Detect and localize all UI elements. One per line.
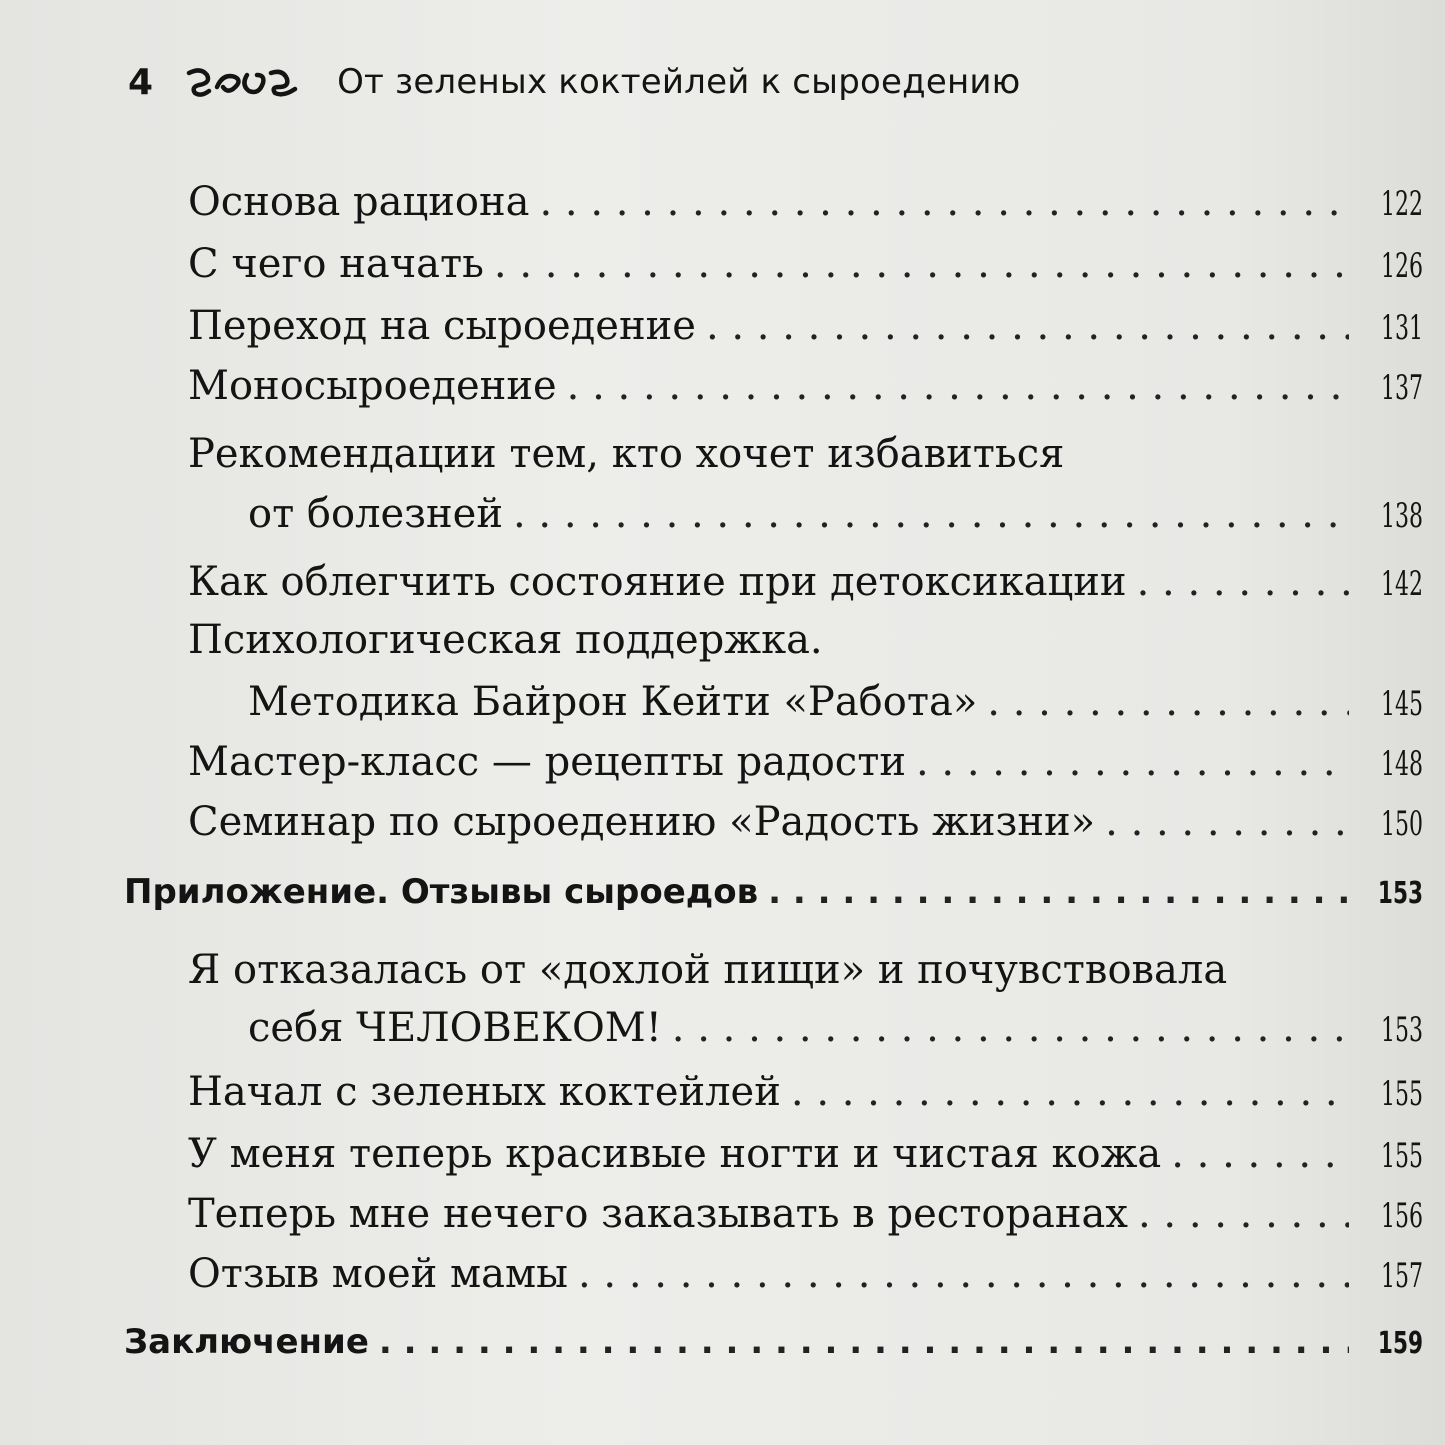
toc-entry [248, 672, 1423, 732]
toc-entry-page: 155 [1380, 1074, 1423, 1114]
dot-leader [1171, 1124, 1349, 1184]
dot-leader [672, 998, 1349, 1058]
dot-leader [916, 732, 1349, 792]
toc-entry-title: Мастер-класс — рецепты радости [188, 739, 906, 785]
toc-entry-title-line1: Рекомендации тем, кто хочет избавиться [188, 431, 1065, 477]
running-title: От зеленых коктейлей к сыроедению [337, 62, 1021, 102]
toc-entry-title: Начал с зеленых коктейлей [188, 1069, 781, 1115]
toc-entry [188, 1062, 1423, 1122]
toc-entry-page: 138 [1380, 496, 1423, 536]
dot-leader [768, 862, 1349, 922]
dot-leader [578, 1244, 1349, 1304]
toc-entry-title-line1: Я отказалась от «дохлой пищи» и почувствовала [188, 947, 1228, 993]
dot-leader [494, 234, 1349, 294]
dot-leader [1138, 1184, 1349, 1244]
toc-section-heading [124, 1312, 1423, 1372]
toc-entry [188, 356, 1423, 416]
dot-leader [987, 672, 1349, 732]
dot-leader [1105, 792, 1349, 852]
toc-entry-title: Приложение. Отзывы сыроедов [124, 872, 759, 912]
toc-entry-page: 148 [1380, 744, 1423, 784]
toc-entry [188, 172, 1423, 232]
toc-entry-title-line1: Психологическая поддержка. [188, 617, 823, 663]
toc-entry-title: Заключение [124, 1322, 369, 1362]
dot-leader [706, 296, 1349, 356]
toc-entry [188, 1244, 1423, 1304]
toc-entry [188, 552, 1423, 612]
toc-entry-page: 122 [1380, 184, 1423, 224]
toc-entry [188, 792, 1423, 852]
toc-entry-page: 157 [1380, 1256, 1423, 1296]
dot-leader [567, 356, 1349, 416]
toc-entry-page: 150 [1380, 804, 1423, 844]
toc-entry [188, 234, 1423, 294]
toc-entry-page: 137 [1380, 368, 1423, 408]
toc-entry-page: 142 [1380, 564, 1423, 604]
toc-entry-title: Моносыроедение [188, 363, 557, 409]
toc-entry [248, 998, 1423, 1058]
dot-leader [513, 484, 1349, 544]
toc-entry-page: 153 [1380, 1010, 1423, 1050]
toc-entry-title: Переход на сыроедение [188, 303, 696, 349]
dot-leader [791, 1062, 1349, 1122]
toc-entry-page: 153 [1377, 876, 1423, 911]
toc-entry-title: У меня теперь красивые ногти и чистая кожа [188, 1131, 1162, 1177]
toc-entry [188, 1184, 1423, 1244]
toc-entry [188, 732, 1423, 792]
toc-entry-title: Основа рациона [188, 179, 530, 225]
toc-entry-page: 159 [1377, 1326, 1423, 1361]
toc-entry-page: 156 [1380, 1196, 1423, 1236]
toc-entry-page: 131 [1380, 308, 1423, 348]
page-number: 4 [128, 61, 154, 103]
toc-entry-title: Теперь мне нечего заказывать в ресторанах [188, 1191, 1128, 1237]
toc-entry-title: Как облегчить состояние при детоксикации [188, 559, 1127, 605]
toc-entry [188, 296, 1423, 356]
dot-leader [539, 172, 1349, 232]
toc-entry-page: 155 [1380, 1136, 1423, 1176]
toc-entry-title: Отзыв моей мамы [188, 1251, 568, 1297]
toc-entry [188, 1124, 1423, 1184]
toc-entry-page: 126 [1380, 246, 1423, 286]
toc-entry-title: Методика Байрон Кейти «Работа» [248, 679, 978, 725]
toc-entry-title: от болезней [248, 491, 503, 537]
toc-entry-title: Семинар по сыроедению «Радость жизни» [188, 799, 1096, 845]
toc-entry-page: 145 [1380, 684, 1423, 724]
dot-leader [379, 1312, 1349, 1372]
toc-section-heading [124, 862, 1423, 922]
toc-entry [248, 484, 1423, 544]
toc-entry-title: С чего начать [188, 241, 484, 287]
toc-entry-title: себя ЧЕЛОВЕКОМ! [248, 1005, 662, 1051]
dot-leader [1137, 552, 1349, 612]
